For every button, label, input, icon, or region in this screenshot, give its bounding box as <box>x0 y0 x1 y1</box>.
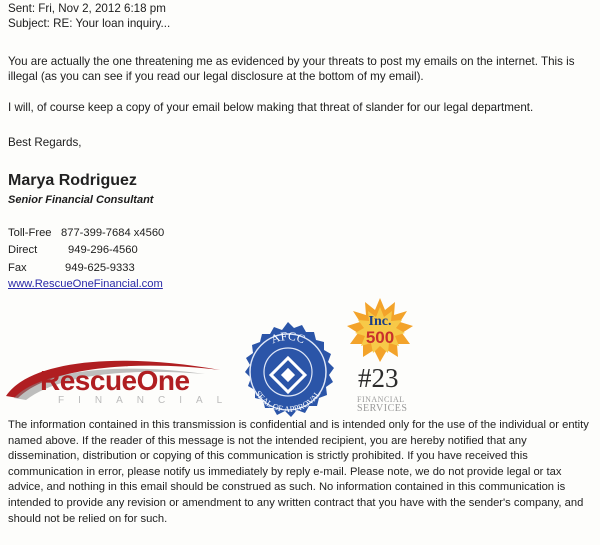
sender-name: Marya Rodriguez <box>8 172 137 189</box>
contact-label: Direct <box>8 244 38 256</box>
inc-rank-text: #23 <box>358 363 399 393</box>
closing: Best Regards, <box>8 136 82 149</box>
inc-name-text: Inc. <box>368 314 392 329</box>
contact-value: 949-625-9333 <box>65 262 135 274</box>
subject-line: Subject: RE: Your loan inquiry... <box>8 17 171 30</box>
seal-badge-icon <box>236 320 340 424</box>
body-paragraph-1: You are actually the one threatening me as evidenced by your threats to post my emails on the internet. This is illegal (as you can see if you read our legal disclosure at the bottom of my email). <box>8 55 575 83</box>
website-link[interactable]: www.RescueOneFinancial.com <box>8 278 163 290</box>
inc-category-line-1: FINANCIAL <box>357 395 405 404</box>
sender-title: Senior Financial Consultant <box>8 194 154 206</box>
inc-starburst-icon <box>346 297 414 363</box>
contact-fax <box>8 261 135 275</box>
seal-bottom-text: SEAL OF APPROVAL <box>253 388 323 415</box>
contact-toll-free <box>8 226 164 240</box>
afcc-seal <box>236 320 340 424</box>
contact-label: Fax <box>8 262 27 274</box>
contact-value: 877-399-7684 x4560 <box>61 227 165 239</box>
contact-label: Toll-Free <box>8 227 52 239</box>
contact-direct <box>8 243 138 257</box>
inc-category-line-2: SERVICES <box>357 403 408 414</box>
sent-line: Sent: Fri, Nov 2, 2012 6:18 pm <box>8 2 166 15</box>
legal-disclaimer: The information contained in this transmission is confidential and is intended only for the use of the individual or entity named above. If the reader of this message is not the intended recipient, you are hereby notified that any dissemination, distribution or copying of this communication is strictly prohibited. If you have received this communication in error, please notify us immediately by reply e-mail. Please note, we do not provide legal or tax advice, and nothing in this email should be construed as such. No information contained in this communication is intended to provide any revision or amendment to any written contract that you have with the sender's company, and should not be relied on for such. <box>8 419 589 525</box>
inc-category-text <box>357 396 407 414</box>
inc-number-text: 500 <box>365 328 395 347</box>
body-paragraph-2: I will, of course keep a copy of your email below making that threat of slander for our legal department. <box>8 101 534 114</box>
seal-top-text: AFCC <box>268 328 308 347</box>
contact-value: 949-296-4560 <box>68 244 138 256</box>
company-logo-subtext: FINANCIAL <box>58 395 237 406</box>
company-logo-text: RescueOne <box>40 365 190 396</box>
